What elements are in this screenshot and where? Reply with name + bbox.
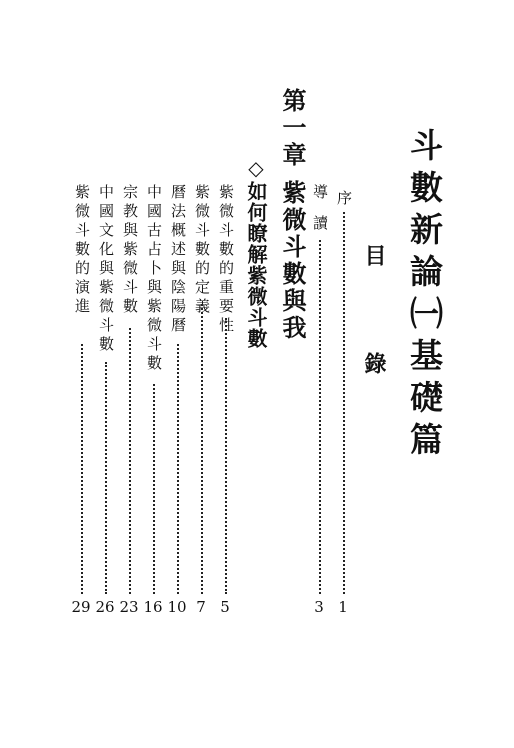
page-number: 7 [196, 598, 206, 616]
page-number: 23 [119, 598, 139, 616]
page-number: 10 [167, 598, 187, 616]
leader-dots [153, 384, 155, 594]
toc-entry-guide[interactable]: 導讀 [311, 184, 329, 246]
leader-dots [105, 362, 107, 594]
chapter-label: 第一章 [278, 88, 306, 169]
diamond-icon: ◇ [244, 156, 268, 181]
toc-entry[interactable]: 紫微斗數的定義 [193, 184, 211, 317]
page-number: 1 [338, 598, 348, 616]
page-number: 29 [71, 598, 91, 616]
leader-dots [201, 304, 203, 594]
toc-heading: 目錄 [361, 244, 386, 460]
leader-dots [225, 318, 227, 594]
toc-entry[interactable]: 中國文化與紫微斗數 [97, 184, 115, 355]
leader-dots [177, 344, 179, 594]
page-number: 3 [314, 598, 324, 616]
toc-entry[interactable]: 宗教與紫微斗數 [121, 184, 139, 317]
page-number: 16 [143, 598, 163, 616]
toc-entry[interactable]: 紫微斗數的演進 [73, 184, 91, 317]
leader-dots [81, 344, 83, 594]
leader-dots [343, 212, 345, 594]
leader-dots [129, 328, 131, 594]
toc-entry[interactable]: 中國古占卜與紫微斗數 [145, 184, 163, 374]
book-title: 斗數新論㈠基礎篇 [405, 128, 444, 464]
section-title: 如何瞭解紫微斗數 [244, 181, 268, 349]
leader-dots [319, 240, 321, 594]
toc-entry-preface[interactable]: 序 [335, 190, 353, 221]
toc-entry[interactable]: 曆法概述與陰陽曆 [169, 184, 187, 336]
chapter-title: 紫微斗數與我 [278, 180, 306, 342]
page-number: 5 [220, 598, 230, 616]
section-heading [246, 156, 266, 349]
toc-entry[interactable]: 紫微斗數的重要性 [217, 184, 235, 336]
page-number: 26 [95, 598, 115, 616]
